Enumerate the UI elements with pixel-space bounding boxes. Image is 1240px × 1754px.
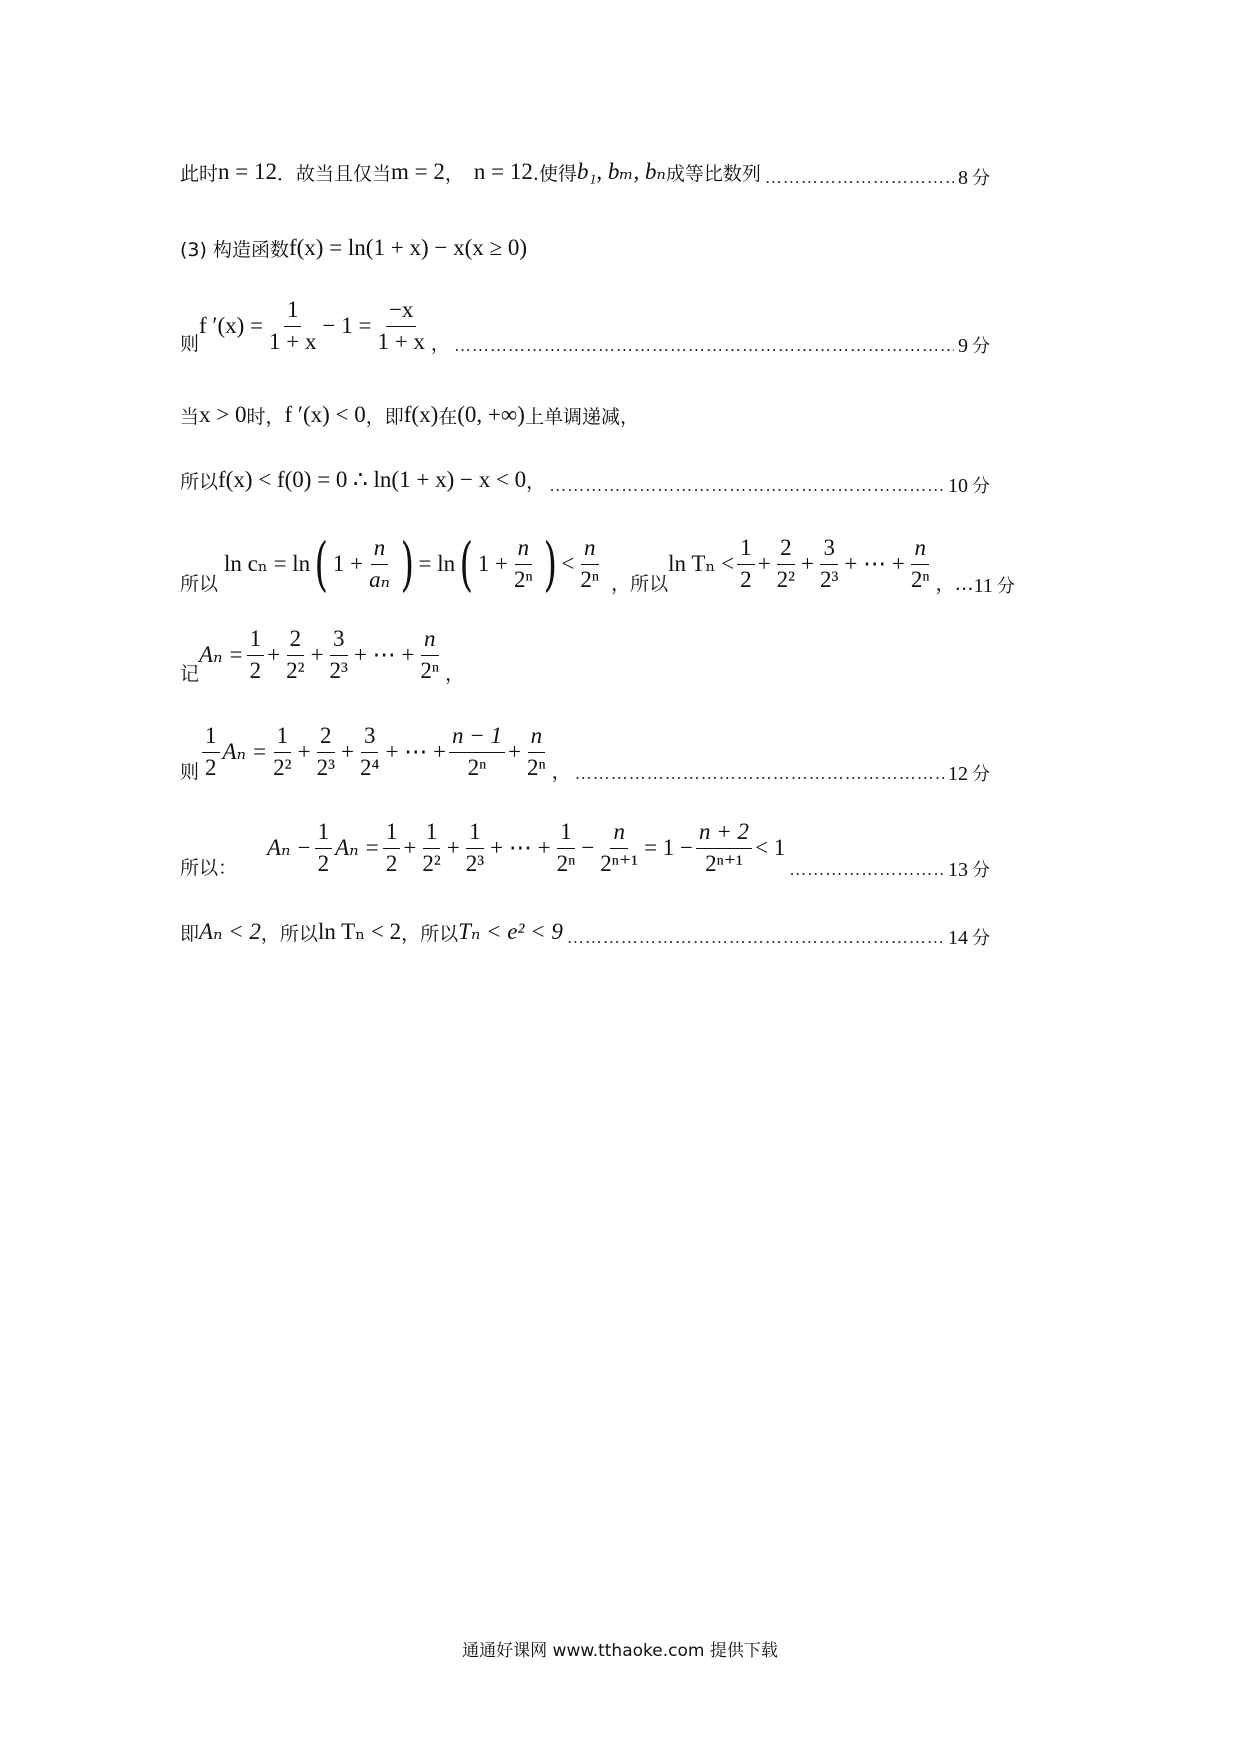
fraction: $\frac{n + 2}{\text{2ⁿ⁺¹}}$ bbox=[696, 819, 752, 877]
math-expression: n = 12 bbox=[473, 159, 533, 184]
dot-leader bbox=[789, 861, 944, 884]
line-text: 所以： bbox=[180, 857, 238, 879]
line-text: (3) 构造函数 bbox=[180, 238, 289, 261]
fraction: $\frac{1}{2}$ bbox=[383, 819, 401, 877]
dot-leader bbox=[575, 765, 944, 788]
line-text: ， bbox=[445, 663, 465, 685]
line-text: ，… bbox=[935, 573, 974, 595]
fraction: $\frac{1}{1 + x}$ bbox=[269, 297, 317, 354]
line-text: ，即 bbox=[365, 405, 404, 428]
line-text: 在 bbox=[438, 405, 458, 428]
fraction: $\frac{n}{\text{aₙ}}$ bbox=[369, 535, 390, 592]
math-expression: f ′(x) = bbox=[199, 313, 263, 338]
line-text: ，所以 bbox=[611, 573, 669, 595]
fraction: $\frac{-x}{1 + x}$ bbox=[377, 297, 425, 354]
line-text: 则 bbox=[180, 333, 200, 355]
fraction: $\frac{1}{2}$ bbox=[737, 535, 755, 593]
math-expression: + ⋯ + bbox=[844, 551, 905, 576]
math-expression: f ′(x) < 0 bbox=[284, 402, 366, 427]
solution-line-define: 记 Aₙ = $\frac{1}{2}$ + $\frac{2}{\text{2²}}$ + $\frac{3}{\text{2³}}$ + ⋯ + $\frac{n}{\text{2ⁿ}}$ ， bbox=[180, 620, 990, 690]
score-label: 12 分 bbox=[948, 763, 990, 785]
dot-leader bbox=[454, 337, 954, 360]
math-expression: f(x) bbox=[403, 402, 439, 427]
fraction: $\frac{n - 1}{\text{2ⁿ}}$ bbox=[449, 723, 505, 781]
fraction: $\frac{2}{\text{2³}}$ bbox=[316, 723, 335, 780]
page-footer: 通通好课网 www.tthaoke.com 提供下载 bbox=[462, 1641, 778, 1661]
solution-line-9 bbox=[180, 292, 990, 360]
math-expression: Aₙ − bbox=[267, 835, 312, 860]
math-expression: n = 12 bbox=[218, 159, 277, 184]
line-text: ．故当且仅当 bbox=[277, 162, 392, 185]
math-expression: Aₙ = bbox=[335, 835, 380, 860]
line-text: 所以 bbox=[180, 470, 219, 493]
paren-left: ( bbox=[459, 529, 474, 598]
math-expression: f(x) < f(0) = 0 ∴ ln(1 + x) − x < 0 bbox=[218, 467, 527, 492]
score-label: 13 分 bbox=[948, 859, 990, 881]
math-expression: = 1 − bbox=[644, 835, 694, 860]
math-expression: ln cₙ = ln bbox=[224, 551, 311, 576]
fraction: $\frac{1}{2}$ bbox=[247, 626, 265, 684]
fraction: $\frac{1}{2}$ bbox=[202, 723, 220, 781]
score-label: 9 分 bbox=[958, 335, 990, 357]
math-expression: m = 2 bbox=[391, 159, 445, 184]
math-expression: Tₙ < e² < 9 bbox=[458, 919, 563, 944]
solution-line-monotone bbox=[180, 395, 990, 435]
line-text: ， bbox=[430, 333, 450, 355]
line-text: 上单调递减， bbox=[524, 405, 639, 428]
fraction: $\frac{3}{\text{2³}}$ bbox=[820, 535, 839, 592]
solution-line-11: 所以 ln cₙ = ln ( 1 + $\frac{n}{\text{aₙ}}$ ) = ln ( 1 + $\frac{n}{\text{2ⁿ}}$ ) < $\frac{n}{\text{2ⁿ}}$ ，所以 ln Tₙ < $\frac{1}{2}$ + $\frac{2}{\text{2²}}$ + $\frac{3}{\text{2³}}$ + ⋯ + $\frac{n}{\text{2ⁿ}}$ ，… 11 分 bbox=[180, 528, 990, 600]
fraction: $\frac{n}{\text{2ⁿ}}$ bbox=[910, 535, 930, 592]
paren-left: ( bbox=[314, 529, 329, 598]
math-expression: Aₙ = bbox=[222, 739, 268, 764]
math-expression: = ln bbox=[418, 551, 456, 576]
line-text: 即 bbox=[180, 922, 200, 945]
math-expression: < bbox=[561, 551, 575, 576]
math-expression: (0, +∞) bbox=[457, 402, 525, 427]
math-expression: + ⋯ + bbox=[385, 739, 446, 764]
fraction: $\frac{1}{\text{2²}}$ bbox=[422, 819, 441, 876]
math-expression: − bbox=[581, 835, 595, 860]
fraction: $\frac{2}{\text{2²}}$ bbox=[776, 535, 796, 592]
fraction: $\frac{1}{\text{2ⁿ}}$ bbox=[556, 819, 576, 876]
math-expression: Aₙ < 2 bbox=[199, 919, 261, 944]
math-expression: − 1 = bbox=[322, 313, 372, 338]
line-text: 记 bbox=[180, 663, 200, 685]
score-label: 11 分 bbox=[973, 575, 1015, 597]
fraction: $\frac{3}{\text{2⁴}}$ bbox=[359, 723, 380, 780]
fraction: $\frac{2}{\text{2²}}$ bbox=[286, 626, 305, 683]
fraction: $\frac{1}{\text{2²}}$ bbox=[273, 723, 292, 780]
line-text: 成等比数列 bbox=[665, 162, 761, 185]
solution-line-8 bbox=[180, 152, 990, 192]
math-expression: 1 + bbox=[332, 551, 364, 576]
line-text: 此时 bbox=[180, 162, 219, 185]
math-expression: ln Tₙ < bbox=[668, 551, 735, 576]
line-text: ，所以 bbox=[260, 922, 318, 945]
paren-right: ) bbox=[400, 529, 415, 598]
fraction: $\frac{3}{\text{2³}}$ bbox=[329, 626, 348, 683]
math-expression: x > 0 bbox=[199, 402, 247, 427]
score-label: 14 分 bbox=[948, 927, 990, 949]
fraction: $\frac{n}{\text{2ⁿ}}$ bbox=[514, 535, 533, 592]
fraction: $\frac{1}{2}$ bbox=[315, 819, 333, 877]
score-label: 10 分 bbox=[948, 475, 990, 497]
line-text: ， bbox=[551, 761, 571, 783]
fraction: $\frac{n}{\text{2ⁿ}}$ bbox=[420, 626, 440, 683]
dot-leader bbox=[765, 169, 954, 192]
math-expression: b₁, bₘ, bₙ bbox=[576, 159, 666, 184]
line-text: 时， bbox=[246, 405, 285, 428]
solution-line-12: 则 $\frac{1}{2}$ Aₙ = $\frac{1}{\text{2²}}$ + $\frac{2}{\text{2³}}$ + $\frac{3}{\text{2⁴}}$ + ⋯ + $\frac{n - 1}{\text{2ⁿ}}$ + $\frac{n}{\text{2ⁿ}}$ ， ……………………………………………………………………………………………………………………………………………… 12 分 bbox=[180, 716, 990, 788]
dot-leader bbox=[567, 929, 944, 952]
math-expression: < 1 bbox=[755, 835, 786, 860]
math-expression: + ⋯ + bbox=[490, 835, 551, 860]
math-expression: f(x) = ln(1 + x) − x(x ≥ 0) bbox=[288, 235, 528, 260]
solution-line-10 bbox=[180, 460, 990, 500]
line-text: 当 bbox=[180, 405, 200, 428]
math-expression: Aₙ = bbox=[199, 642, 244, 667]
paren-right: ) bbox=[543, 529, 557, 598]
fraction: $\frac{1}{\text{2³}}$ bbox=[465, 819, 485, 876]
math-expression: 1 + bbox=[477, 551, 509, 576]
solution-line-13: 所以： Aₙ − $\frac{1}{2}$ Aₙ = $\frac{1}{2}$ + $\frac{1}{\text{2²}}$ + $\frac{1}{\text{2³}}$ + ⋯ + $\frac{1}{\text{2ⁿ}}$ − $\frac{n}{\text{2ⁿ⁺¹}}$ = 1 − $\frac{n + 2}{\text{2ⁿ⁺¹}}$ < 1 ……………………………………………………………………………………………………………………………………………… 13 分 bbox=[180, 812, 990, 884]
line-text: ，所以 bbox=[401, 922, 459, 945]
fraction: $\frac{n}{\text{2ⁿ}}$ bbox=[580, 535, 600, 592]
line-text: ， bbox=[444, 162, 464, 185]
line-text: .使得 bbox=[532, 162, 577, 185]
dot-leader bbox=[549, 477, 944, 500]
solution-line-14 bbox=[180, 912, 990, 952]
solution-line-construct bbox=[180, 228, 990, 268]
math-expression: + ⋯ + bbox=[353, 642, 415, 667]
fraction: $\frac{n}{\text{2ⁿ}}$ bbox=[526, 723, 546, 780]
math-expression: ln Tₙ < 2 bbox=[317, 919, 402, 944]
line-text: ， bbox=[526, 470, 546, 493]
fraction: $\frac{n}{\text{2ⁿ⁺¹}}$ bbox=[600, 819, 639, 876]
line-text: 所以 bbox=[180, 573, 219, 595]
score-label: 8 分 bbox=[958, 167, 990, 189]
line-text: 则 bbox=[180, 761, 200, 783]
